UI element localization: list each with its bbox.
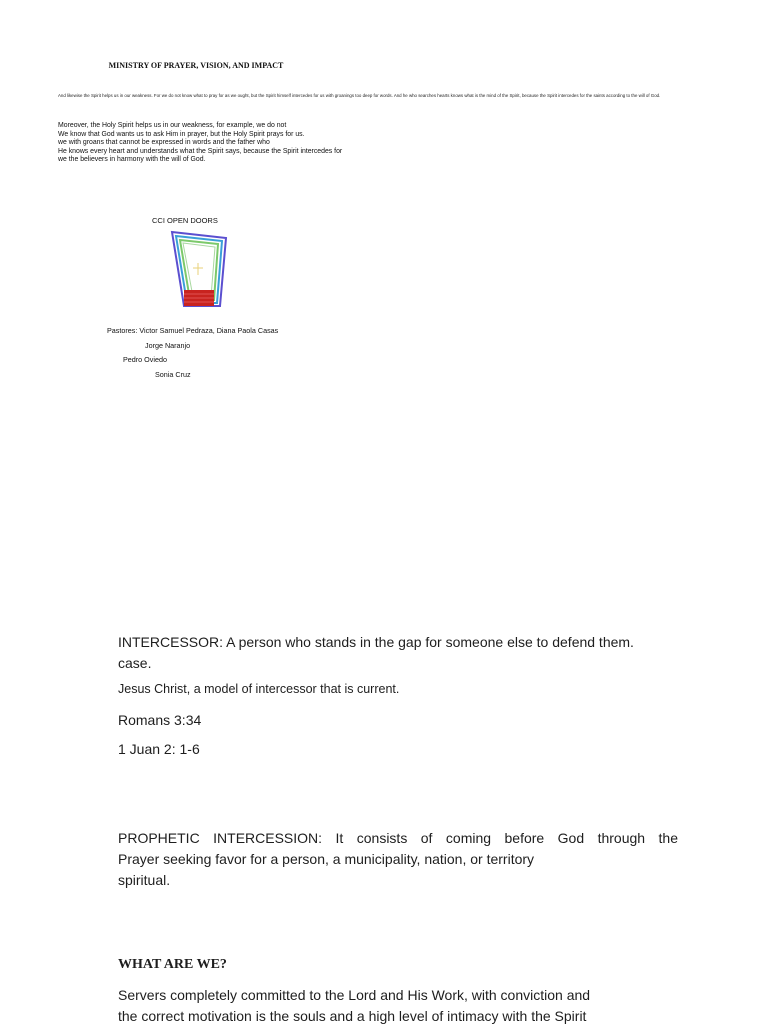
pastor-name: Sonia Cruz <box>155 370 191 379</box>
door-icon <box>170 230 228 308</box>
pastor-name: Jorge Naranjo <box>145 341 191 350</box>
bible-reference: 1 Juan 2: 1-6 <box>118 741 200 757</box>
definition-line: case. <box>118 655 152 671</box>
section-heading: WHAT ARE WE? <box>118 957 227 972</box>
intro-line: we the believers in harmony with the will of God. <box>58 156 206 164</box>
paragraph-line: Servers completely committed to the Lord and His Work, with conviction and <box>118 987 591 1003</box>
intro-paragraph <box>58 122 342 165</box>
intercessor-model: Jesus Christ, a model of intercessor that is current. <box>118 682 400 696</box>
intro-line: Moreover, the Holy Spirit helps us in our weakness, for example, we do not <box>58 122 287 129</box>
document-title: MINISTRY OF PRAYER, VISION, AND IMPACT <box>108 61 284 70</box>
intro-line: He knows every heart and understands what the Spirit says, because the Spirit intercedes for <box>58 147 343 155</box>
logo-caption: CCI OPEN DOORS <box>152 216 218 225</box>
pastors-line: Pastores: Victor Samuel Pedraza, Diana Paola Casas <box>107 326 279 335</box>
intro-line: we with groans that cannot be expressed in words and the father who <box>58 139 270 147</box>
prophetic-line: PROPHETIC INTERCESSION: It consists of coming before God through the <box>118 830 678 846</box>
intercessor-definition <box>118 632 758 674</box>
pastor-name: Pedro Oviedo <box>123 355 167 364</box>
paragraph-line: the correct motivation is the souls and a high level of intimacy with the Spirit <box>118 1008 587 1024</box>
scripture-verse: And likewise the Spirit helps us in our weakness. For we do not know what to pray for as we ought, but the Spirit himself intercedes for us with groanings too deep for words. And he who searches hearts knows what is the mind of the Spirit, because the Spirit intercedes for the saints according to the will of God. <box>58 93 661 98</box>
prophetic-line: spiritual. <box>118 872 171 888</box>
prophetic-intercession <box>118 828 758 891</box>
intro-line: We know that God wants us to ask Him in prayer, but the Holy Spirit prays for us. <box>58 130 305 138</box>
definition-line: INTERCESSOR: A person who stands in the gap for someone else to defend them. <box>118 634 634 650</box>
bible-reference: Romans 3:34 <box>118 712 202 728</box>
what-are-we-paragraph <box>118 985 758 1027</box>
open-doors-logo <box>170 230 228 313</box>
prophetic-line: Prayer seeking favor for a person, a municipality, nation, or territory <box>118 851 535 867</box>
